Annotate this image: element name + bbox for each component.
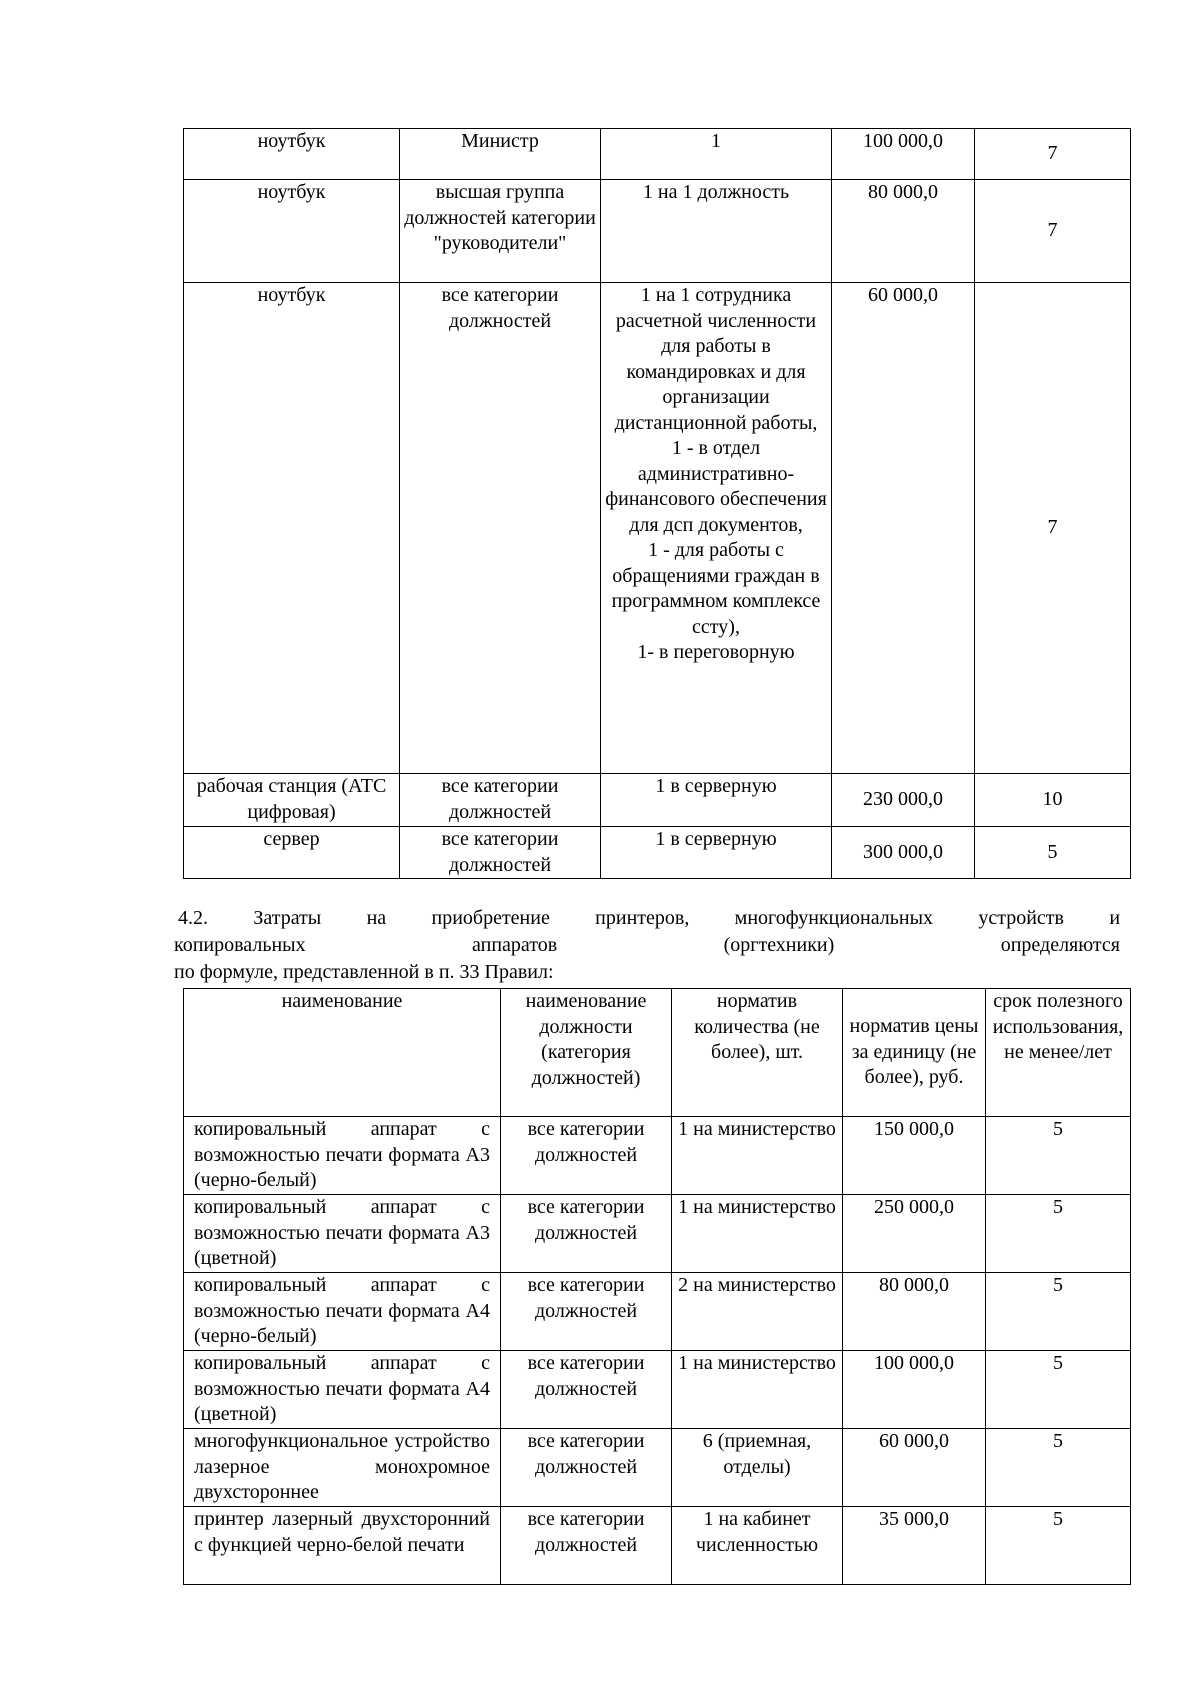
cell-position: Министр <box>400 129 601 180</box>
cell-term: 5 <box>986 1507 1131 1585</box>
cell-price: 100 000,0 <box>832 129 975 180</box>
cell-name: ноутбук <box>184 283 400 774</box>
paragraph-line-1 <box>174 905 1120 932</box>
cell-name: копировальный аппарат с возможностью печати формата А3 (цветной) <box>184 1195 501 1273</box>
cell-quantity: 6 (приемная, отделы) <box>672 1429 843 1507</box>
cell-name: многофункциональное устройство лазерное монохромное двухстороннее <box>184 1429 501 1507</box>
office-equipment-table <box>183 988 1131 1585</box>
cell-position: все категории должностей <box>400 827 601 879</box>
header-price: норматив цены за единицу (не более), руб. <box>843 989 986 1117</box>
cell-term: 10 <box>975 774 1131 827</box>
table-row <box>184 129 1131 180</box>
cell-price: 35 000,0 <box>843 1507 986 1585</box>
cell-term: 5 <box>986 1273 1131 1351</box>
cell-name: копировальный аппарат с возможностью печати формата А4 (цветной) <box>184 1351 501 1429</box>
cell-term: 7 <box>975 129 1131 180</box>
table-row <box>184 283 1131 774</box>
cell-position: все категории должностей <box>501 1429 672 1507</box>
cell-quantity: 1 на министерство <box>672 1351 843 1429</box>
text-fragment: многофункциональных <box>734 907 934 929</box>
cell-position: все категории должностей <box>501 1507 672 1585</box>
text-fragment: определяются <box>1000 934 1120 956</box>
cell-quantity: 1 в серверную <box>601 774 832 827</box>
equipment-table <box>183 128 1131 879</box>
section-paragraph <box>174 905 1120 986</box>
cell-price: 100 000,0 <box>843 1351 986 1429</box>
table-row <box>184 180 1131 283</box>
text-fragment: и <box>1109 907 1121 929</box>
cell-quantity: 1 на 1 должность <box>601 180 832 283</box>
table-row <box>184 1507 1131 1585</box>
cell-price: 300 000,0 <box>832 827 975 879</box>
header-name: наименование <box>184 989 501 1117</box>
header-position: наименование должности (категория должностей) <box>501 989 672 1117</box>
paragraph-line-2 <box>174 932 1120 959</box>
table-row <box>184 774 1131 827</box>
cell-position: все категории должностей <box>400 283 601 774</box>
header-term: срок полезного использования, не менее/лет <box>986 989 1131 1117</box>
text-fragment: аппаратов <box>472 934 558 956</box>
header-quantity: норматив количества (не более), шт. <box>672 989 843 1117</box>
cell-name: сервер <box>184 827 400 879</box>
cell-name: ноутбук <box>184 129 400 180</box>
cell-position: все категории должностей <box>501 1351 672 1429</box>
text-fragment: копировальных <box>174 934 306 956</box>
table-row <box>184 1429 1131 1507</box>
table-row <box>184 1195 1131 1273</box>
cell-price: 60 000,0 <box>843 1429 986 1507</box>
cell-quantity: 1 на министерство <box>672 1117 843 1195</box>
cell-price: 60 000,0 <box>832 283 975 774</box>
text-fragment: устройств <box>978 907 1064 929</box>
cell-quantity: 1 на кабинет численностью <box>672 1507 843 1585</box>
cell-position: все категории должностей <box>501 1117 672 1195</box>
cell-name: копировальный аппарат с возможностью печати формата А3 (черно-белый) <box>184 1117 501 1195</box>
cell-position: все категории должностей <box>501 1273 672 1351</box>
cell-price: 150 000,0 <box>843 1117 986 1195</box>
cell-quantity: 1 на 1 сотрудника расчетной численности для работы в командировках и для организации дистанционной работы, 1 - в отдел административно-финансового обеспечения для дсп документов, 1 - для работы с обращениями граждан в программном комплексе ссту), 1- в переговорную <box>601 283 832 774</box>
paragraph-line-3: по формуле, представленной в п. 33 Правил: <box>174 961 554 983</box>
cell-quantity: 1 на министерство <box>672 1195 843 1273</box>
cell-term: 5 <box>975 827 1131 879</box>
text-fragment: принтеров, <box>595 907 690 929</box>
text-fragment: на <box>366 907 387 929</box>
cell-term: 7 <box>975 180 1131 283</box>
cell-name: ноутбук <box>184 180 400 283</box>
cell-price: 250 000,0 <box>843 1195 986 1273</box>
cell-price: 230 000,0 <box>832 774 975 827</box>
cell-position: высшая группа должностей категории "руководители" <box>400 180 601 283</box>
table-header-row <box>184 989 1131 1117</box>
table-row <box>184 827 1131 879</box>
cell-quantity: 1 <box>601 129 832 180</box>
cell-price: 80 000,0 <box>843 1273 986 1351</box>
cell-term: 5 <box>986 1195 1131 1273</box>
text-fragment: Затраты <box>253 907 322 929</box>
cell-position: все категории должностей <box>501 1195 672 1273</box>
text-fragment: приобретение <box>431 907 550 929</box>
table-row <box>184 1273 1131 1351</box>
cell-position: все категории должностей <box>400 774 601 827</box>
cell-term: 5 <box>986 1117 1131 1195</box>
text-fragment: 4.2. <box>178 907 208 929</box>
text-fragment: (оргтехники) <box>723 934 835 956</box>
table-row <box>184 1351 1131 1429</box>
cell-quantity: 1 в серверную <box>601 827 832 879</box>
cell-term: 5 <box>986 1429 1131 1507</box>
cell-quantity: 2 на министерство <box>672 1273 843 1351</box>
cell-name: копировальный аппарат с возможностью печати формата А4 (черно-белый) <box>184 1273 501 1351</box>
cell-term: 5 <box>986 1351 1131 1429</box>
cell-name: рабочая станция (АТС цифровая) <box>184 774 400 827</box>
cell-name: принтер лазерный двухсторонний с функцией черно-белой печати <box>184 1507 501 1585</box>
cell-term: 7 <box>975 283 1131 774</box>
table-row <box>184 1117 1131 1195</box>
cell-price: 80 000,0 <box>832 180 975 283</box>
